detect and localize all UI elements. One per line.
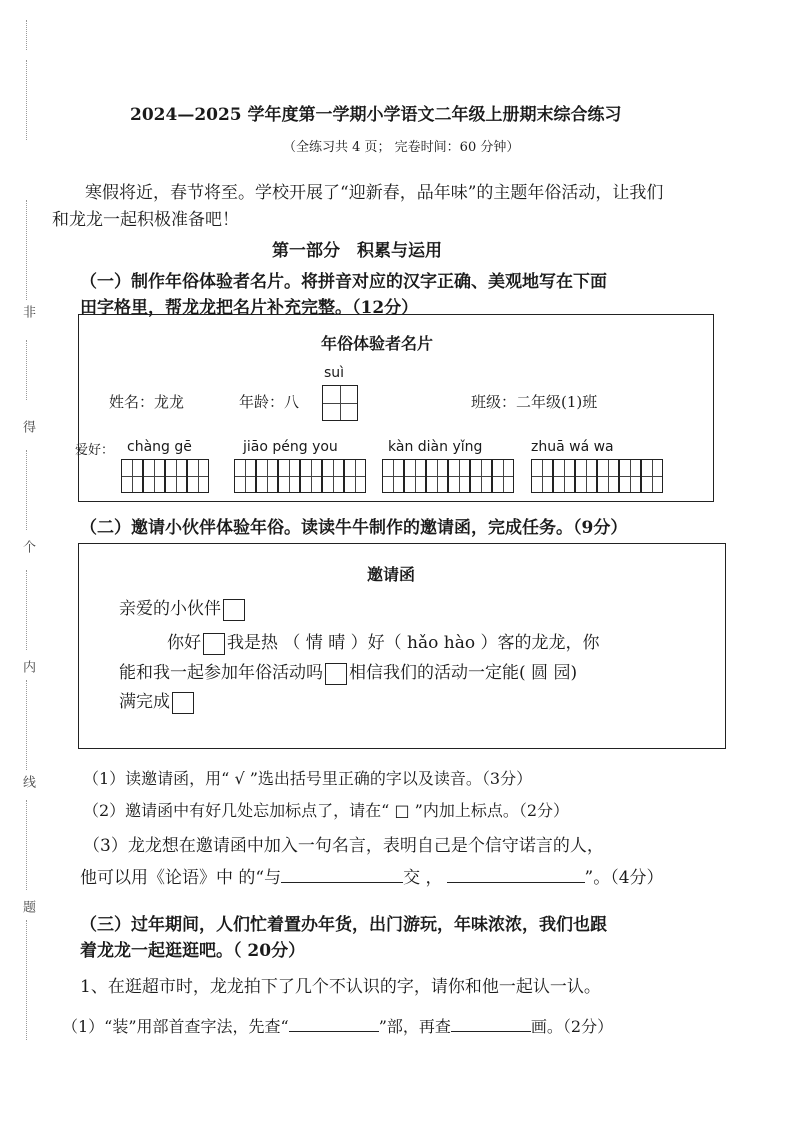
page-title: 2024—2025 学年度第一学期小学语文二年级上册期末综合练习: [130, 105, 622, 125]
letter-greeting: [119, 594, 247, 621]
card-title: 年俗体验者名片: [321, 334, 434, 353]
letter-text: 我是热 （ 情 晴 ）好（ hǎo hào ）客的龙龙，你: [227, 633, 600, 653]
punctuation-box[interactable]: [325, 663, 347, 685]
question-text: 他可以用《论语》中 的“与: [80, 868, 282, 888]
binding-dots: [26, 920, 27, 1040]
card-class: 班级：二年级(1)班: [471, 393, 598, 411]
part-heading: 第一部分 积累与运用: [272, 241, 442, 261]
question: [80, 863, 664, 888]
tianzige-box[interactable]: [553, 459, 575, 493]
page-subtitle: （全练习共 4 页； 完卷时间：60 分钟）: [283, 140, 520, 155]
binding-dots: [26, 340, 27, 400]
pinyin: suì: [324, 365, 345, 381]
intro-line: 寒假将近，春节将至。学校开展了“迎新春，品年味”的主题年俗活动，让我们: [85, 183, 664, 203]
pinyin: jiāo péng you: [243, 439, 338, 455]
tianzige-box[interactable]: [404, 459, 426, 493]
name-card: [75, 314, 714, 502]
letter-line: [167, 628, 599, 655]
margin-label: 个: [20, 540, 35, 553]
answer-blank[interactable]: [451, 1017, 531, 1032]
letter-text: 你好: [167, 633, 201, 653]
pinyin: zhuā wá wa: [531, 439, 614, 455]
tianzige-box[interactable]: [448, 459, 470, 493]
tianzige-box[interactable]: [278, 459, 300, 493]
tianzige-box[interactable]: [382, 459, 404, 493]
tianzige-box[interactable]: [470, 459, 492, 493]
letter-line: [119, 658, 577, 685]
answer-blank[interactable]: [289, 1017, 379, 1032]
tianzige-box[interactable]: [531, 459, 553, 493]
binding-dots: [26, 450, 27, 530]
tianzige-box[interactable]: [492, 459, 514, 493]
question: （1）读邀请函，用“ √ ”选出括号里正确的字以及读音。（3分）: [83, 769, 533, 788]
tianzige-box[interactable]: [143, 459, 165, 493]
question-text: ”。（4分）: [584, 868, 664, 888]
pinyin: chàng gē: [127, 439, 192, 455]
margin-label: 题: [20, 900, 35, 913]
invitation-letter: [78, 543, 726, 749]
binding-dots: [26, 20, 27, 50]
hobby-label: 爱好：: [75, 443, 115, 458]
section-heading: 着龙龙一起逛逛吧。（ 20分）: [80, 941, 306, 961]
binding-dots: [26, 60, 27, 140]
binding-dots: [26, 200, 27, 300]
section-heading: （二）邀请小伙伴体验年俗。读读牛牛制作的邀请函，完成任务。（9分）: [80, 518, 628, 538]
greeting-text: 亲爱的小伙伴: [119, 599, 221, 619]
item-text: 1、在逛超市时，龙龙拍下了几个不认识的字，请你和他一起认一认。: [80, 977, 601, 997]
tianzige-box[interactable]: [619, 459, 641, 493]
margin-label: 得: [20, 420, 35, 433]
punctuation-box[interactable]: [172, 692, 194, 714]
tianzige-box[interactable]: [322, 385, 358, 421]
answer-blank[interactable]: [447, 868, 585, 883]
punctuation-box[interactable]: [203, 633, 225, 655]
question-text: 交 ，: [403, 868, 443, 888]
margin-label: 内: [20, 660, 35, 673]
tianzige-box[interactable]: [597, 459, 619, 493]
tianzige-box[interactable]: [344, 459, 366, 493]
tianzige-box[interactable]: [300, 459, 322, 493]
tianzige-box[interactable]: [165, 459, 187, 493]
card-age-label: 年龄：八: [239, 393, 300, 411]
tianzige-box[interactable]: [256, 459, 278, 493]
margin-label: 线: [20, 775, 35, 788]
tianzige-box[interactable]: [234, 459, 256, 493]
punctuation-box[interactable]: [223, 599, 245, 621]
question-text: （1）“装”用部首查字法，先查“: [62, 1017, 289, 1036]
letter-line: [119, 687, 196, 714]
tianzige-box[interactable]: [426, 459, 448, 493]
tianzige-box[interactable]: [641, 459, 663, 493]
binding-dots: [26, 680, 27, 770]
question: （3）龙龙想在邀请函中加入一句名言，表明自己是个信守诺言的人，: [83, 836, 604, 856]
section-heading: 田字格里，帮龙龙把名片补充完整。（12分）: [80, 298, 419, 318]
pinyin: kàn diàn yǐng: [388, 439, 483, 455]
letter-text: 满完成: [119, 692, 170, 712]
section-heading: （一）制作年俗体验者名片。将拼音对应的汉字正确、美观地写在下面: [80, 272, 607, 292]
question: [62, 1014, 613, 1037]
letter-text: 相信我们的活动一定能( 圆 园): [349, 663, 578, 683]
answer-blank[interactable]: [281, 868, 403, 883]
margin-label: 非: [20, 305, 35, 318]
letter-title: 邀请函: [367, 565, 416, 584]
tianzige-box[interactable]: [187, 459, 209, 493]
card-name: 姓名：龙龙: [109, 393, 185, 411]
binding-dots: [26, 570, 27, 650]
tianzige-box[interactable]: [121, 459, 143, 493]
binding-dots: [26, 800, 27, 890]
question: （2）邀请函中有好几处忘加标点了，请在“ □ ”内加上标点。（2分）: [83, 801, 570, 820]
question-text: ”部，再查: [378, 1017, 451, 1036]
tianzige-box[interactable]: [322, 459, 344, 493]
letter-text: 能和我一起参加年俗活动吗: [119, 663, 323, 683]
intro-line: 和龙龙一起积极准备吧！: [52, 210, 239, 230]
question-text: 画。（2分）: [530, 1017, 614, 1036]
tianzige-box[interactable]: [575, 459, 597, 493]
section-heading: （三）过年期间，人们忙着置办年货，出门游玩，年味浓浓，我们也跟: [80, 915, 607, 935]
